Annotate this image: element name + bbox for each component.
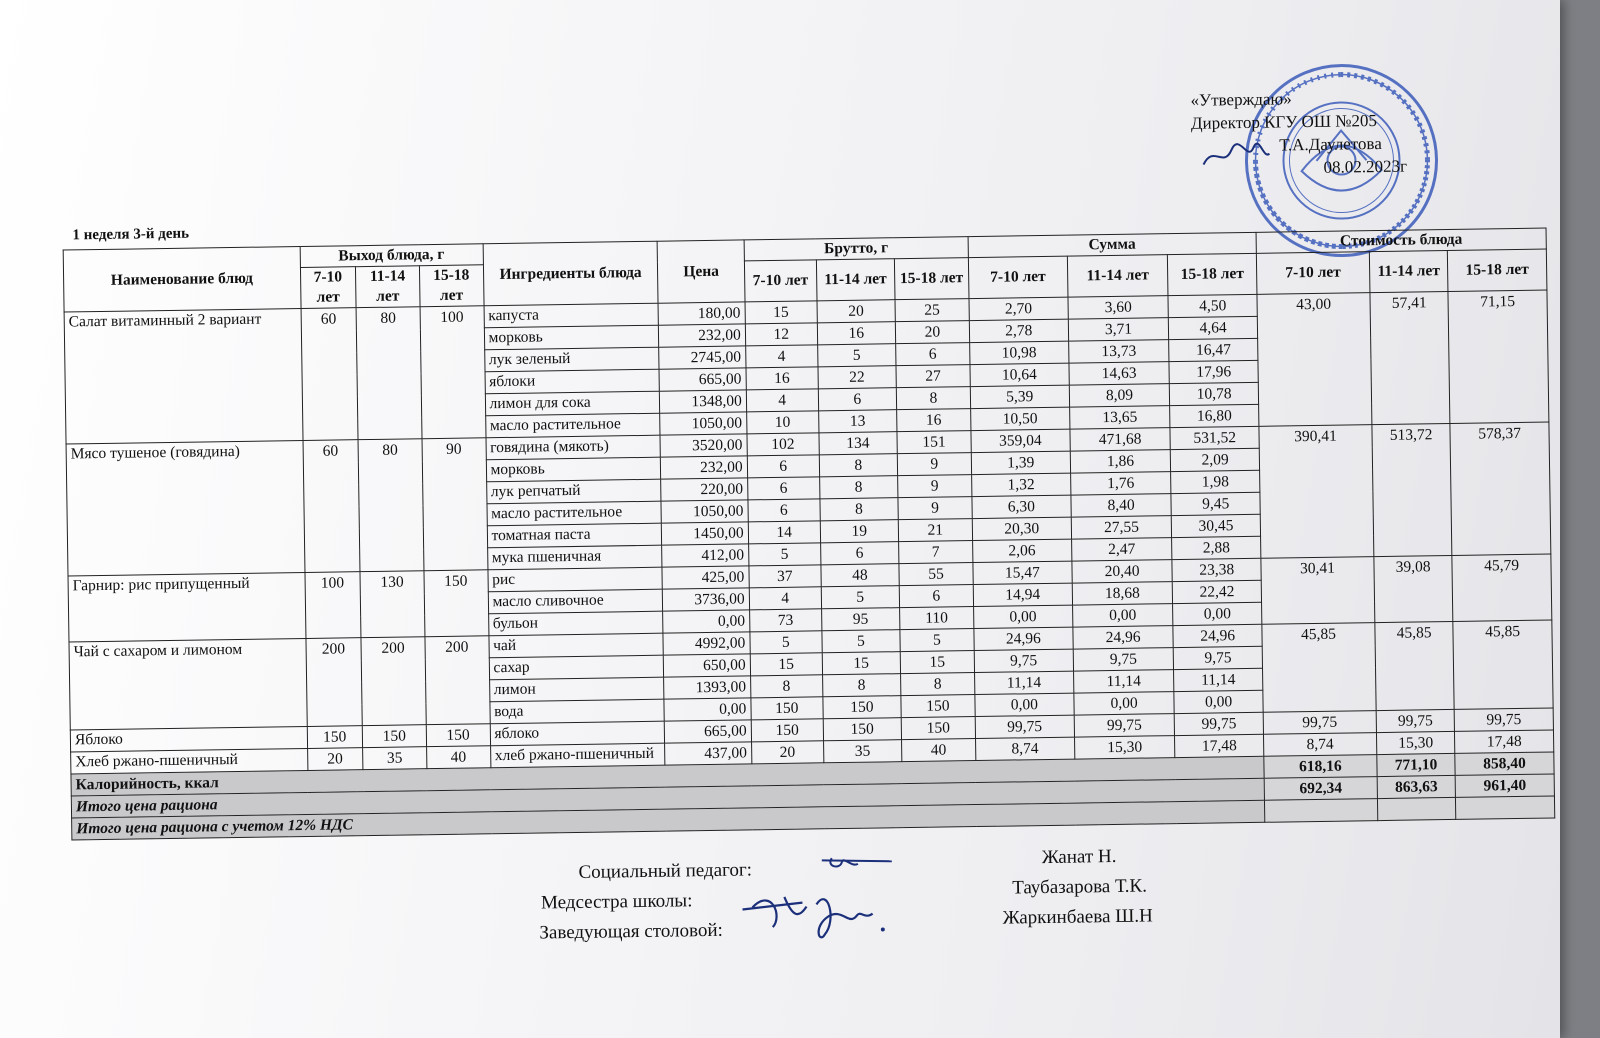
ingredient-price: 425,00 — [662, 566, 749, 589]
brutto-value: 6 — [820, 542, 898, 565]
sum-value: 359,04 — [971, 429, 1070, 452]
approval-position: Директор КГУ ОШ №205 — [1190, 111, 1378, 133]
dish-cost-value: 513,72 — [1372, 423, 1452, 556]
sum-value: 1,32 — [972, 473, 1071, 496]
ingredient-name: говядина (мякоть) — [486, 435, 661, 460]
header-brutto: Брутто, г — [744, 237, 968, 261]
sum-value: 3,71 — [1068, 318, 1169, 341]
output-value: 80 — [358, 439, 424, 572]
header-age-brutto-3: 15-18 лет — [894, 258, 969, 300]
sum-value: 10,50 — [971, 407, 1070, 430]
signature-role-canteen-head: Заведующая столовой: — [539, 919, 723, 944]
header-age-cost-3: 15-18 лет — [1448, 249, 1547, 291]
ingredient-name: лимон для сока — [485, 391, 660, 416]
sum-value: 1,98 — [1171, 470, 1260, 493]
totals-value — [1377, 797, 1455, 820]
sum-value: 2,47 — [1071, 538, 1172, 561]
output-value: 35 — [363, 747, 427, 770]
brutto-value: 8 — [900, 673, 974, 696]
director-signature — [1201, 140, 1271, 171]
dish-cost-value: 43,00 — [1257, 293, 1372, 427]
totals-value: 618,16 — [1264, 755, 1377, 779]
brutto-value: 6 — [818, 388, 896, 411]
dish-cost-value: 45,79 — [1452, 554, 1552, 621]
totals-value: 863,63 — [1377, 775, 1455, 798]
output-value: 100 — [420, 306, 486, 439]
ingredient-name: сахар — [489, 655, 664, 680]
ingredient-name: морковь — [484, 325, 659, 350]
header-ingredients: Ингредиенты блюда — [483, 241, 659, 306]
brutto-value: 5 — [750, 631, 822, 654]
dish-name: Яблоко — [70, 726, 307, 752]
output-value: 60 — [303, 440, 360, 573]
signature-name-nurse: Таубазарова Т.К. — [1012, 875, 1148, 899]
sum-value: 5,39 — [970, 385, 1069, 408]
signature-name-social-teacher: Жанат Н. — [1041, 845, 1117, 869]
brutto-value: 27 — [896, 365, 970, 388]
header-price: Цена — [657, 240, 744, 303]
output-value: 80 — [356, 307, 422, 440]
brutto-value: 95 — [821, 608, 899, 631]
brutto-value: 16 — [817, 322, 895, 345]
sum-value: 0,00 — [1074, 692, 1175, 715]
sum-value: 24,96 — [1073, 626, 1174, 649]
dish-name: Салат витаминный 2 вариант — [64, 309, 302, 444]
ingredient-price: 232,00 — [661, 456, 748, 479]
sum-value: 99,75 — [1074, 714, 1175, 737]
signature-role-nurse: Медсестра школы: — [540, 890, 693, 914]
ingredient-price: 2745,00 — [659, 346, 746, 369]
dish-cost-value: 99,75 — [1454, 708, 1553, 731]
brutto-value: 37 — [749, 565, 821, 588]
brutto-value: 35 — [823, 740, 901, 763]
ingredient-price: 650,00 — [664, 654, 751, 677]
brutto-value: 9 — [897, 453, 971, 476]
brutto-value: 73 — [749, 609, 821, 632]
brutto-value: 15 — [745, 301, 817, 324]
ingredient-name: мука пшеничная — [487, 545, 662, 570]
ingredient-name: чай — [489, 633, 664, 658]
brutto-value: 150 — [901, 717, 975, 740]
ingredient-name: лук зеленый — [484, 347, 659, 372]
dish-cost-value: 45,85 — [1453, 620, 1553, 709]
brutto-value: 151 — [897, 431, 971, 454]
signature-role-social-teacher: Социальный педагог: — [578, 859, 753, 883]
brutto-value: 16 — [746, 367, 818, 390]
header-age-sum-2: 11-14 лет — [1067, 255, 1168, 297]
dish-cost-value: 99,75 — [1376, 709, 1454, 732]
brutto-value: 9 — [898, 475, 972, 498]
ingredient-name: морковь — [486, 457, 661, 482]
ingredient-price: 0,00 — [664, 698, 751, 721]
brutto-value: 20 — [895, 321, 969, 344]
ingredient-price: 437,00 — [665, 742, 752, 765]
header-age-sum-1: 7-10 лет — [968, 256, 1067, 298]
sum-value: 1,86 — [1070, 450, 1171, 473]
ingredient-name: масло растительное — [487, 501, 662, 526]
totals-label: Калорийность, ккал — [71, 756, 1264, 796]
sum-value: 10,98 — [970, 341, 1069, 364]
sum-value: 2,09 — [1171, 448, 1260, 471]
brutto-value: 15 — [900, 651, 974, 674]
sum-value: 99,75 — [1175, 712, 1264, 735]
dish-cost-value: 39,08 — [1374, 555, 1453, 622]
approval-name: Т.А.Даулетова — [1279, 133, 1382, 155]
signature-name-canteen-head: Жаркинбаева Ш.Н — [1002, 905, 1153, 929]
brutto-value: 4 — [745, 345, 817, 368]
ingredient-name: лимон — [489, 677, 664, 702]
brutto-value: 102 — [747, 433, 819, 456]
sum-value: 10,64 — [970, 363, 1069, 386]
brutto-value: 5 — [817, 344, 895, 367]
brutto-value: 15 — [822, 652, 900, 675]
sum-value: 1,76 — [1070, 472, 1171, 495]
ingredient-price: 1450,00 — [662, 522, 749, 545]
brutto-value: 5 — [822, 630, 900, 653]
brutto-value: 8 — [819, 476, 897, 499]
ingredient-name: томатная паста — [487, 523, 662, 548]
sum-value: 22,42 — [1173, 580, 1262, 603]
dish-cost-value: 57,41 — [1370, 291, 1450, 424]
output-value: 150 — [426, 724, 490, 747]
brutto-value: 4 — [749, 587, 821, 610]
page-title: 1 неделя 3-й день — [72, 225, 190, 244]
sum-value: 9,75 — [1174, 646, 1263, 669]
brutto-value: 110 — [899, 607, 973, 630]
totals-value: 961,40 — [1455, 774, 1554, 797]
totals-value: 692,34 — [1264, 777, 1377, 801]
dish-name: Чай с сахаром и лимоном — [69, 638, 307, 729]
sum-value: 11,14 — [1073, 670, 1174, 693]
ingredient-name: масло растительное — [485, 413, 660, 438]
sum-value: 0,00 — [974, 605, 1073, 628]
brutto-value: 19 — [820, 520, 898, 543]
ingredient-name: масло сливочное — [488, 589, 663, 614]
brutto-value: 134 — [819, 432, 897, 455]
sum-value: 9,45 — [1171, 492, 1260, 515]
ingredient-price: 1348,00 — [660, 390, 747, 413]
sum-value: 17,48 — [1175, 734, 1264, 757]
output-value: 40 — [426, 746, 490, 769]
approval-heading: «Утверждаю» — [1190, 89, 1292, 110]
header-output: Выход блюда, г — [300, 244, 483, 268]
ingredient-price: 220,00 — [661, 478, 748, 501]
ingredient-price: 232,00 — [659, 324, 746, 347]
sum-value: 20,30 — [972, 517, 1071, 540]
brutto-value: 48 — [821, 564, 899, 587]
sum-value: 17,96 — [1169, 360, 1258, 383]
handwritten-signatures — [732, 855, 913, 958]
brutto-value: 55 — [899, 563, 973, 586]
dish-cost-value: 578,37 — [1450, 422, 1551, 555]
header-age-output-3: 15-18 лет — [419, 265, 483, 307]
sum-value: 10,78 — [1170, 382, 1259, 405]
brutto-value: 20 — [817, 300, 895, 323]
ingredient-price: 665,00 — [665, 720, 752, 743]
brutto-value: 12 — [745, 323, 817, 346]
brutto-value: 6 — [899, 585, 973, 608]
output-value: 100 — [305, 572, 362, 639]
output-value: 150 — [362, 725, 426, 748]
ingredient-name: лук репчатый — [486, 479, 661, 504]
totals-value — [1264, 799, 1377, 823]
header-cost: Стоимость блюда — [1256, 228, 1546, 253]
header-age-sum-3: 15-18 лет — [1168, 253, 1257, 295]
totals-value — [1456, 796, 1555, 819]
menu-sheet — [30, 47, 1563, 969]
sum-value: 0,00 — [975, 693, 1074, 716]
dish-cost-value: 71,15 — [1448, 290, 1549, 423]
sum-value: 16,47 — [1169, 338, 1258, 361]
sum-value: 2,06 — [973, 539, 1072, 562]
sum-value: 15,47 — [973, 561, 1072, 584]
ingredient-price: 1393,00 — [664, 676, 751, 699]
header-age-output-2: 11-14 лет — [356, 266, 420, 308]
sum-value: 20,40 — [1072, 560, 1173, 583]
brutto-value: 4 — [746, 389, 818, 412]
brutto-value: 150 — [751, 719, 823, 742]
sum-value: 0,00 — [1174, 690, 1263, 713]
dish-cost-value: 99,75 — [1263, 711, 1376, 735]
output-value: 200 — [305, 638, 362, 727]
sum-value: 4,64 — [1169, 316, 1258, 339]
ingredient-name: яблоки — [485, 369, 660, 394]
sum-value: 13,73 — [1068, 340, 1169, 363]
brutto-value: 6 — [747, 477, 819, 500]
dish-cost-value: 45,85 — [1262, 623, 1376, 713]
sum-value: 30,45 — [1172, 514, 1261, 537]
sum-value: 471,68 — [1070, 428, 1171, 451]
sum-value: 14,94 — [973, 583, 1072, 606]
ingredient-name: яблоко — [490, 721, 665, 746]
sum-value: 3,60 — [1068, 296, 1169, 319]
header-dish-name: Наименование блюд — [63, 247, 300, 313]
sum-value: 15,30 — [1074, 736, 1175, 759]
sum-value: 13,65 — [1069, 406, 1170, 429]
sum-value: 11,14 — [1174, 668, 1263, 691]
ingredient-name: бульон — [488, 611, 663, 636]
sum-value: 0,00 — [1072, 604, 1173, 627]
brutto-value: 13 — [818, 410, 896, 433]
brutto-value: 8 — [822, 674, 900, 697]
brutto-value: 22 — [818, 366, 896, 389]
output-value: 150 — [424, 570, 489, 637]
output-value: 20 — [307, 748, 363, 771]
brutto-value: 40 — [901, 739, 975, 762]
output-value: 90 — [422, 438, 488, 571]
ingredient-name: хлеб ржано-пшеничный — [490, 743, 665, 768]
sum-value: 0,00 — [1173, 602, 1262, 625]
brutto-value: 8 — [750, 675, 822, 698]
sum-value: 16,80 — [1170, 404, 1259, 427]
brutto-value: 150 — [751, 697, 823, 720]
dish-name: Гарнир: рис припущенный — [68, 572, 305, 642]
sum-value: 8,09 — [1069, 384, 1170, 407]
sum-value: 18,68 — [1072, 582, 1173, 605]
brutto-value: 5 — [748, 543, 820, 566]
ingredient-price: 3520,00 — [660, 434, 747, 457]
brutto-value: 25 — [895, 299, 969, 322]
signatures-block — [42, 845, 1543, 980]
brutto-value: 6 — [748, 499, 820, 522]
sum-value: 99,75 — [975, 715, 1074, 738]
ingredient-price: 4992,00 — [663, 632, 750, 655]
brutto-value: 6 — [896, 343, 970, 366]
header-age-output-1: 7-10 лет — [300, 267, 356, 309]
ingredient-price: 1050,00 — [660, 412, 747, 435]
sum-value: 8,74 — [975, 737, 1074, 760]
sum-value: 9,75 — [974, 649, 1073, 672]
sum-value: 9,75 — [1073, 648, 1174, 671]
header-age-brutto-1: 7-10 лет — [744, 260, 817, 302]
brutto-value: 150 — [901, 695, 975, 718]
sum-value: 27,55 — [1071, 516, 1172, 539]
sum-value: 24,96 — [1173, 624, 1262, 647]
sum-value: 24,96 — [974, 627, 1073, 650]
totals-value: 771,10 — [1377, 753, 1455, 776]
dish-name: Хлеб ржано-пшеничный — [71, 748, 308, 774]
brutto-value: 15 — [750, 653, 822, 676]
sum-value: 4,50 — [1168, 294, 1257, 317]
sum-value: 1,39 — [971, 451, 1070, 474]
output-value: 150 — [307, 726, 363, 749]
totals-value: 858,40 — [1455, 752, 1554, 775]
dish-name: Мясо тушеное (говядина) — [66, 440, 304, 575]
sum-value: 23,38 — [1172, 558, 1261, 581]
totals-label: Итого цена рациона — [71, 778, 1264, 818]
output-value: 130 — [360, 571, 425, 638]
sum-value: 6,30 — [972, 495, 1071, 518]
sum-value: 2,70 — [969, 297, 1068, 320]
dish-cost-value: 15,30 — [1376, 731, 1454, 754]
sum-value: 8,40 — [1071, 494, 1172, 517]
output-value: 60 — [301, 308, 358, 441]
approval-date: 08.02.2023г — [1323, 156, 1408, 177]
output-value: 200 — [361, 637, 426, 726]
dish-cost-value: 8,74 — [1263, 733, 1376, 757]
ingredient-price: 665,00 — [659, 368, 746, 391]
sum-value: 531,52 — [1170, 426, 1259, 449]
brutto-value: 8 — [819, 454, 897, 477]
ingredient-price: 0,00 — [663, 610, 750, 633]
brutto-value: 150 — [823, 718, 901, 741]
header-sum: Сумма — [968, 232, 1256, 257]
output-value: 200 — [425, 636, 490, 725]
header-age-cost-2: 11-14 лет — [1369, 250, 1448, 292]
ingredient-price: 180,00 — [658, 302, 745, 325]
dish-cost-value: 45,85 — [1375, 621, 1454, 710]
sum-value: 14,63 — [1069, 362, 1170, 385]
brutto-value: 10 — [746, 411, 818, 434]
brutto-value: 21 — [898, 519, 972, 542]
ingredient-price: 1050,00 — [661, 500, 748, 523]
dish-cost-value: 390,41 — [1259, 425, 1374, 559]
header-age-brutto-2: 11-14 лет — [816, 259, 895, 301]
brutto-value: 150 — [823, 696, 901, 719]
ingredient-price: 412,00 — [662, 544, 749, 567]
sum-value: 2,78 — [969, 319, 1068, 342]
brutto-value: 5 — [821, 586, 899, 609]
totals-label: Итого цена рациона с учетом 12% НДС — [72, 800, 1265, 840]
ingredient-name: рис — [488, 567, 663, 592]
sum-value: 11,14 — [974, 671, 1073, 694]
brutto-value: 5 — [900, 629, 974, 652]
ingredient-price: 3736,00 — [663, 588, 750, 611]
brutto-value: 6 — [747, 455, 819, 478]
header-age-cost-1: 7-10 лет — [1256, 252, 1370, 295]
ingredient-name: вода — [489, 699, 664, 724]
brutto-value: 14 — [748, 521, 820, 544]
brutto-value: 8 — [820, 498, 898, 521]
dish-cost-value: 17,48 — [1455, 730, 1554, 753]
brutto-value: 9 — [898, 497, 972, 520]
sum-value: 2,88 — [1172, 536, 1261, 559]
brutto-value: 8 — [896, 387, 970, 410]
brutto-value: 20 — [751, 741, 823, 764]
dish-cost-value: 30,41 — [1261, 557, 1375, 625]
brutto-value: 7 — [898, 541, 972, 564]
ingredient-name: капуста — [484, 303, 659, 328]
menu-table — [63, 225, 1556, 841]
brutto-value: 16 — [897, 409, 971, 432]
